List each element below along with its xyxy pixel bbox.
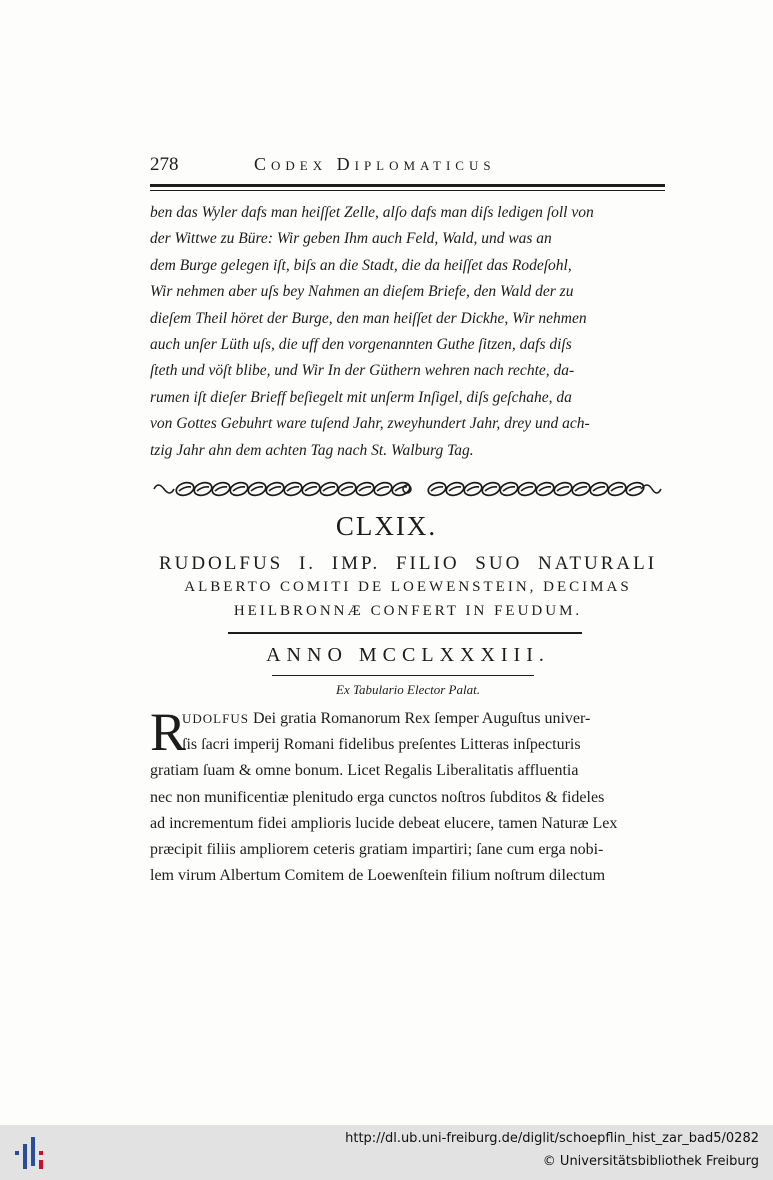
year-rule <box>272 675 534 676</box>
german-text-line: dem Burge gelegen iſt, biſs an die Stadt, die da heiſſet das Rodeſohl, <box>150 256 572 274</box>
viewer-footer <box>0 1125 773 1180</box>
ub-freiburg-logo-icon[interactable] <box>12 1133 52 1173</box>
german-text-line: auch unſer Lüth uſs, die uff den vorgenannten Guthe ſitzen, dafs diſs <box>150 336 572 354</box>
german-text-line: der Wittwe zu Büre: Wir geben Ihm auch Feld, Wald, und was an <box>150 230 552 248</box>
heading-line-3: HEILBRONNÆ CONFERT IN FEUDUM. <box>233 603 583 619</box>
heading-line-1: RUDOLFUS I. IMP. FILIO SUO NATURALI <box>158 553 658 574</box>
latin-text-line: præcipit filiis ampliorem ceteris gratiam impartiri; ſane cum erga nobi- <box>150 841 604 859</box>
page-header <box>150 152 665 176</box>
german-text-line: rumen iſt dieſer Brieff beſiegelt mit unſerm Inſigel, diſs geſchahe, da <box>150 388 572 406</box>
heading-line-2: ALBERTO COMITI DE LOEWENSTEIN, DECIMAS <box>184 579 632 595</box>
header-rule-thin <box>150 190 665 191</box>
drop-cap: R <box>150 702 187 762</box>
german-text-block <box>150 200 666 464</box>
latin-text-line: ſis ſacri imperij Romani fidelibus preſentes Litteras inſpecturis <box>182 736 581 754</box>
latin-text-line: ad incrementum fidei amplioris lucide debeat elucere, tamen Naturæ Lex <box>150 814 618 832</box>
source-note: Ex Tabulario Elector Palat. <box>336 682 480 697</box>
german-text-line: ſteth und vöſt blibe, und Wir In der Güthern wehren nach rechte, da- <box>150 362 575 380</box>
latin-first-line-text: Dei gratia Romanorum Rex ſemper Auguſtus univer- <box>252 710 591 727</box>
header-rule-thick <box>150 184 665 187</box>
latin-text-line: nec non munificentiæ plenitudo erga cunctos noſtros ſubditos & fideles <box>150 788 605 806</box>
heading-rule <box>228 632 582 634</box>
latin-text-line: gratiam ſuam & omne bonum. Licet Regalis Liberalitatis affluentia <box>150 762 579 780</box>
latin-text-block <box>150 702 666 889</box>
german-text-line: von Gottes Gebuhrt ware tuſend Jahr, zweyhundert Jahr, drey und ach- <box>150 415 590 433</box>
german-text-line: dieſem Theil höret der Burge, den man heiſſet der Dickhe, Wir nehmen <box>150 309 587 327</box>
page-number: 278 <box>150 154 179 175</box>
footer-url-link[interactable]: http://dl.ub.uni-freiburg.de/diglit/schoepflin_hist_zar_bad5/0282 <box>345 1131 759 1146</box>
german-text-line: ben das Wyler dafs man heiſſet Zelle, alſo dafs man diſs ledigen ſoll von <box>150 204 594 221</box>
charter-year: ANNO MCCLXXXIII. <box>266 644 550 666</box>
footer-copyright: © Universitätsbibliothek Freiburg <box>542 1154 759 1169</box>
latin-text-line: lem virum Albertum Comitem de Loewenſtein filium noſtrum dilectum <box>150 867 606 885</box>
german-text-line: Wir nehmen aber uſs bey Nahmen an dieſem Briefe, den Wald der zu <box>150 283 574 301</box>
running-title: Codex Diplomaticus <box>254 154 496 174</box>
latin-text-line <box>150 706 666 732</box>
german-text-line: tzig Jahr ahn dem achten Tag nach St. Walburg Tag. <box>150 441 474 459</box>
first-word-small-caps: UDOLFUS <box>182 711 249 726</box>
charter-number: CLXIX. <box>335 511 438 541</box>
ornamental-rope-divider <box>150 478 665 500</box>
